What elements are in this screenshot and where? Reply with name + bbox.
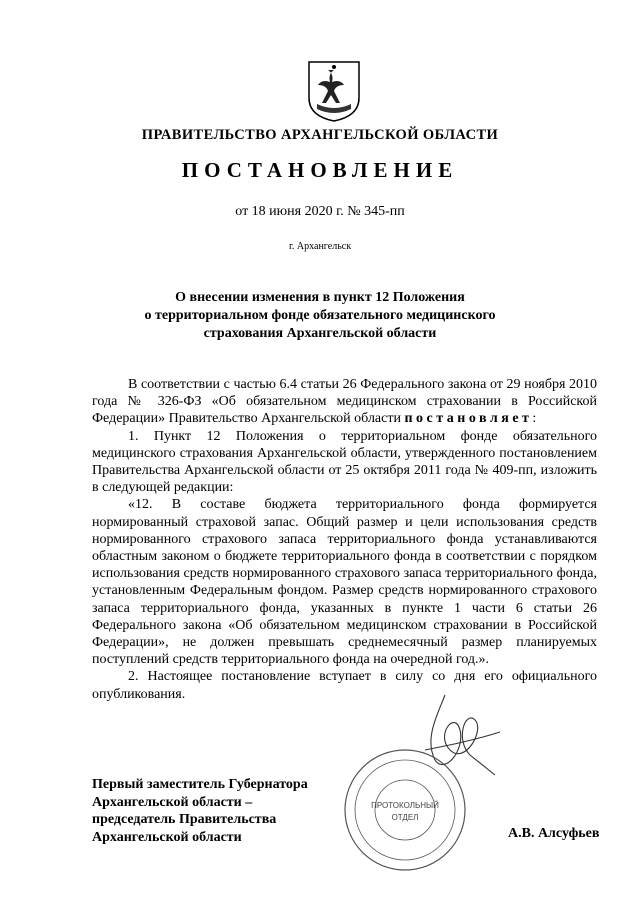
coat-of-arms-icon <box>305 58 363 124</box>
heading-line: О внесении изменения в пункт 12 Положения <box>175 290 465 305</box>
item-2-paragraph: 2. Настоящее постановление вступает в силу со дня его официального опубликования. <box>92 669 597 702</box>
signatory-position <box>92 776 308 846</box>
svg-text:ПРОТОКОЛЬНЫЙ: ПРОТОКОЛЬНЫЙ <box>371 801 439 810</box>
government-name: ПРАВИТЕЛЬСТВО АРХАНГЕЛЬСКОЙ ОБЛАСТИ <box>141 127 499 143</box>
signatory-name: А.В. Алсуфьев <box>508 826 600 841</box>
item-1-paragraph: 1. Пункт 12 Положения о территориальном фонде обязательного медицинского страхования Архангельской области, утвержденного постановлением Правительства Архангельской области от 25 октября 2011 года № 409-пп, изложить в следующей редакции: <box>92 428 597 496</box>
resolves-colon: : <box>532 411 537 427</box>
position-line: Архангельской области <box>92 829 242 845</box>
document-heading <box>130 289 510 343</box>
document-type: ПОСТАНОВЛЕНИЕ <box>181 158 459 182</box>
svg-text:ОТДЕЛ: ОТДЕЛ <box>391 813 419 822</box>
preamble-text: В соответствии с частью 6.4 статьи 26 Федерального закона от 29 ноября 2010 года № 326-ФЗ «Об обязательном медицинском страховании в Российской Федерации» Правительство Архангельской области <box>92 377 597 427</box>
official-stamp <box>340 745 470 875</box>
document-city: г. Архангельск <box>288 241 352 252</box>
heading-line: страхования Архангельской области <box>203 326 437 341</box>
position-line: Первый заместитель Губернатора <box>92 777 308 792</box>
position-line: председатель Правительства <box>92 812 277 827</box>
preamble-paragraph <box>92 376 597 428</box>
position-line: Архангельской области – <box>92 794 253 810</box>
resolves-word: постановляет <box>404 411 533 427</box>
document-date-number: от 18 июня 2020 г. № 345-пп <box>235 204 405 219</box>
heading-line: о территориальном фонде обязательного медицинского <box>144 308 496 323</box>
document-body <box>92 376 597 703</box>
quoted-paragraph: «12. В составе бюджета территориального фонда формируется нормированный страховой запас. Общий размер и цели использования средств нормированного страхового запаса территориального фонда устанавливаются областным законом о бюджете территориального фонда в соответствии с порядком использования средств нормированного страхового запаса территориального фонда, установленным Федеральным фондом. Размер средств нормированного страхового запаса территориального фонда, указанных в пункте 1 части 6 статьи 26 Федерального закона «Об обязательном медицинском страховании в Российской Федерации», не должен превышать среднемесячный размер планируемых поступлений средств территориального фонда на очередной год.». <box>92 497 597 668</box>
